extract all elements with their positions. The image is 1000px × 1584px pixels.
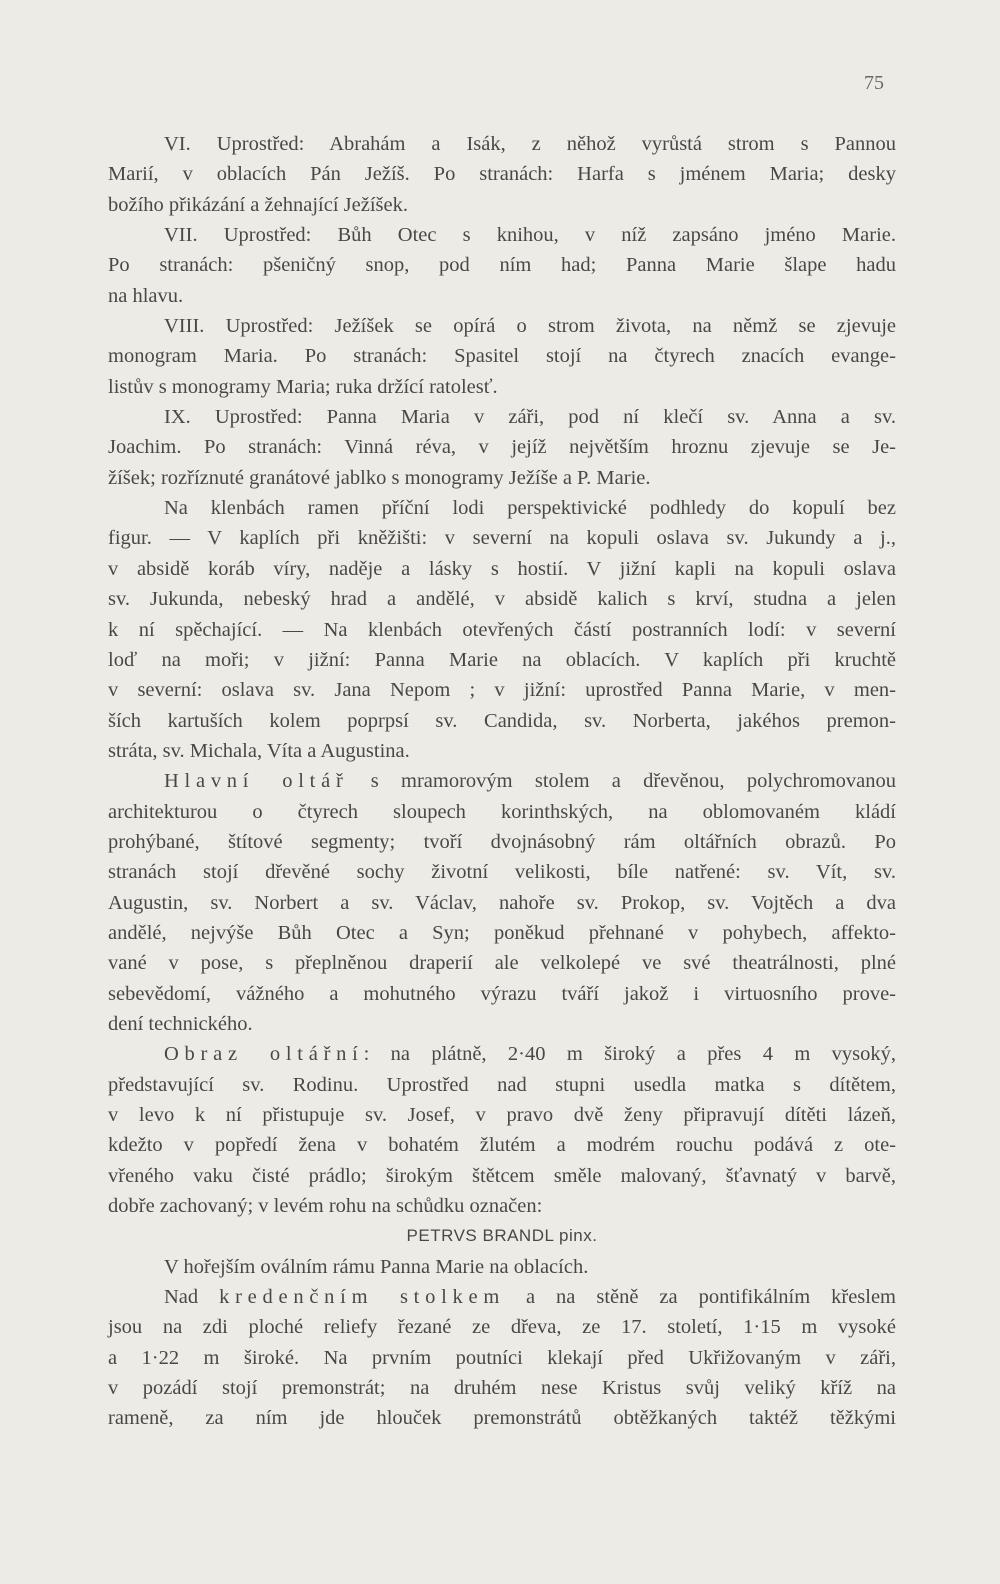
text-segment: s mramorovým stolem a dřevěnou, polychromovanou [348,770,896,793]
text-line: v levo k ní přistupuje sv. Josef, v pravo dvě ženy připravují dítěti lázeň, [108,1104,896,1126]
text-line: v absidě koráb víry, naděje a lásky s hostií. V jižní kapli na kopuli oslava [108,557,896,580]
text-line: monogram Maria. Po stranách: Spasitel stojí na čtyrech znacích evange- [108,345,896,368]
text-line: jsou na zdi ploché reliefy řezané ze dřeva, ze 17. století, 1·15 m vysoké [108,1316,896,1339]
text-line: listův s monogramy Maria; ruka držící ratolesť. [108,375,498,398]
text-line: božího přikázání a žehnající Ježíšek. [108,193,408,216]
page-number: 75 [864,72,884,94]
text-line: stráta, sv. Michala, Víta a Augustina. [108,739,410,762]
text-line [108,766,896,796]
text-line: IX. Uprostřed: Panna Maria v záři, pod ní klečí sv. Anna a sv. [164,406,896,429]
text-line: ších kartuších kolem poprpsí sv. Candida, sv. Norberta, jakéhos premon- [108,709,896,732]
text-line: na hlavu. [108,284,184,307]
text-line: v severní: oslava sv. Jana Nepom ; v jižní: uprostřed Panna Marie, v men- [108,679,896,702]
text-line [108,1039,896,1069]
text-line: a 1·22 m široké. Na prvním poutníci klekají před Ukřižovaným v záři, [108,1346,896,1369]
text-line: vané v pose, s přeplněnou draperií ale velkolepé ve své theatrálnosti, plné [108,952,896,975]
text-line: VIII. Uprostřed: Ježíšek se opírá o strom života, na němž se zjevuje [164,315,896,338]
text-line: Na klenbách ramen příční lodi perspektivické podhledy do kopulí bez [164,497,896,520]
spaced-heading: Hlavní oltář [164,770,349,793]
body-text [108,129,896,1434]
text-line: architekturou o čtyrech sloupech korinthských, na oblomovaném kládí [108,800,896,823]
text-line: PETRVS BRANDL pinx. [406,1226,598,1246]
text-line: představující sv. Rodinu. Uprostřed nad stupni usedla matka s dítětem, [108,1073,896,1096]
text-line: figur. — V kaplích při kněžišti: v severní na kopuli oslava sv. Jukundy a j., [108,527,896,550]
text-line: Marií, v oblacích Pán Ježíš. Po stranách: Harfa s jménem Maria; desky [108,163,896,186]
text-line: vřeného vaku čisté prádlo; širokým štětcem směle malovaný, šťavnatý v barvě, [108,1164,896,1187]
text-segment: Nad [164,1286,220,1309]
text-line: Augustin, sv. Norbert a sv. Václav, nahoře sv. Prokop, sv. Vojtěch a dva [108,891,896,914]
text-line: kdežto v popředí žena v bohatém žlutém a modrém rouchu podává z ote- [108,1134,896,1157]
text-line: v pozádí stojí premonstrát; na druhém nese Kristus svůj veliký kříž na [108,1377,896,1400]
text-line [108,1282,896,1312]
text-line: žíšek; rozříznuté granátové jablko s monogramy Ježíše a P. Marie. [108,466,651,489]
text-line: stranách stojí dřevěné sochy životní velikosti, bíle natřené: sv. Vít, sv. [108,861,896,884]
text-line: Po stranách: pšeničný snop, pod ním had; Panna Marie šlape hadu [108,254,896,277]
text-line: VI. Uprostřed: Abrahám a Isák, z něhož vyrůstá strom s Pannou [164,133,896,155]
text-segment: a na stěně za pontifikálním křeslem [505,1286,897,1309]
text-line: rameně, za ním jde hlouček premonstrátů obtěžkaných taktéž těžkými [108,1407,896,1430]
text-line: dobře zachovaný; v levém rohu na schůdku označen: [108,1195,543,1218]
text-line: prohýbané, štítové segmenty; tvoří dvojnásobný rám oltářních obrazů. Po [108,830,896,853]
text-line: Joachim. Po stranách: Vinná réva, v jejíž největším hroznu zjevuje se Je- [108,436,896,459]
text-line: andělé, nejvýše Bůh Otec a Syn; poněkud přehnané v pohybech, affekto- [108,921,896,944]
text-line: sebevědomí, vážného a mohutného výrazu tváří jakož i virtuosního prove- [108,982,896,1005]
spaced-heading: Obraz oltářní [164,1043,364,1066]
text-line: V hořejším oválním rámu Panna Marie na oblacích. [164,1255,589,1278]
text-line: sv. Jukunda, nebeský hrad a andělé, v absidě kalich s krví, studna a jelen [108,588,896,611]
text-line: VII. Uprostřed: Bůh Otec s knihou, v níž zapsáno jméno Marie. [164,224,896,247]
text-line: k ní spěchající. — Na klenbách otevřených částí postranních lodí: v severní [108,618,896,641]
text-line: loď na moři; v jižní: Panna Marie na oblacích. V kaplích při kruchtě [108,648,896,671]
text-segment: : na plátně, 2·40 m široký a přes 4 m vysoký, [363,1043,896,1066]
spaced-heading: kredenčním stolkem [219,1286,506,1309]
text-line: dení technického. [108,1012,253,1035]
